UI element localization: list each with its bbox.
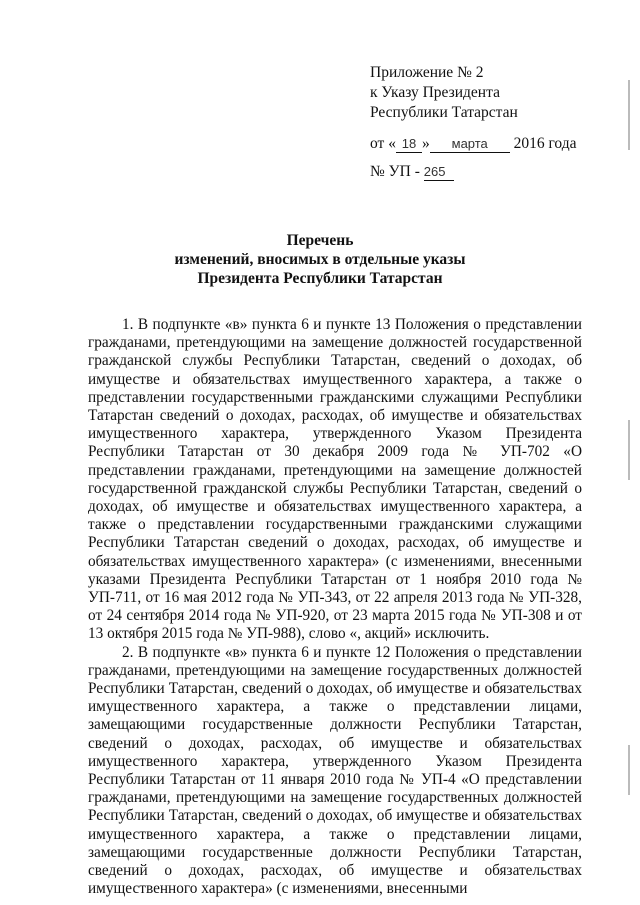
date-mid: » bbox=[421, 135, 430, 152]
annex-date bbox=[370, 134, 620, 154]
number-value: 265 bbox=[424, 164, 454, 181]
date-suffix: 2016 года bbox=[513, 135, 577, 152]
date-day: 18 bbox=[396, 136, 422, 153]
title-line-2: изменений, вносимых в отдельные указы bbox=[174, 251, 466, 268]
annex-decree-reference: к Указу Президента bbox=[370, 84, 500, 101]
annex-header bbox=[370, 63, 620, 182]
date-prefix: от « bbox=[370, 135, 396, 152]
title-line-3: Президента Республики Татарстан bbox=[197, 270, 443, 287]
date-month: марта bbox=[430, 136, 510, 153]
annex-number: Приложение № 2 bbox=[370, 64, 484, 81]
scan-margin-mark bbox=[628, 745, 630, 795]
document-title bbox=[100, 231, 540, 288]
document-body bbox=[88, 316, 582, 899]
scan-margin-mark bbox=[628, 420, 630, 480]
annex-decree-number bbox=[370, 162, 620, 182]
paragraph-2: 2. В подпункте «в» пункта 6 и пункте 12 Положения о представлении гражданами, претендующими на замещение государственных должностей Республики Татарстан, сведений о доходах, об имуществе и обязательствах имущественного характера, а также о представлении лицами, замещающими государственные должности Республики Татарстан, сведений о доходах, расходах, об имуществе и обязательствах имущественного характера, утвержденного Указом Президента Республики Татарстан от 11 января 2010 года № УП-4 «О представлении гражданами, претендующими на замещение государственных должностей Республики Татарстан, сведений о доходах, об имуществе и обязательствах имущественного характера, а также о представлении лицами, замещающими государственные должности Республики Татарстан, сведений о доходах, расходах, об имуществе и обязательствах имущественного характера» (с изменениями, внесенными bbox=[88, 643, 582, 898]
number-prefix: № УП - bbox=[370, 163, 420, 180]
scan-margin-mark bbox=[628, 80, 630, 150]
title-line-1: Перечень bbox=[286, 232, 354, 249]
paragraph-1: 1. В подпункте «в» пункта 6 и пункте 13 Положения о представлении гражданами, претендующими на замещение должностей государственной гражданской службы Республики Татарстан, сведений о доходах, об имуществе и обязательствах имущественного характера, а также о представлении государственными гражданскими служащими Республики Татарстан сведений о доходах, расходах, об имуществе и обязательствах имущественного характера, утвержденного Указом Президента Республики Татарстан от 30 декабря 2009 года № УП-702 «О представлении гражданами, претендующими на замещение должностей государственной гражданской службы Республики Татарстан, сведений о доходах, об имуществе и обязательствах имущественного характера, а также о представлении государственными гражданскими служащими Республики Татарстан сведений о доходах, расходах, об имуществе и обязательствах имущественного характера» (с изменениями, внесенными указами Президента Республики Татарстан от 1 ноября 2010 года № УП-711, от 16 мая 2012 года № УП-343, от 22 апреля 2013 года № УП-328, от 24 сентября 2014 года № УП-920, от 23 марта 2015 года № УП-308 и от 13 октября 2015 года № УП-988), слово «, акций» исключить. bbox=[88, 316, 582, 643]
annex-republic: Республики Татарстан bbox=[370, 104, 518, 121]
